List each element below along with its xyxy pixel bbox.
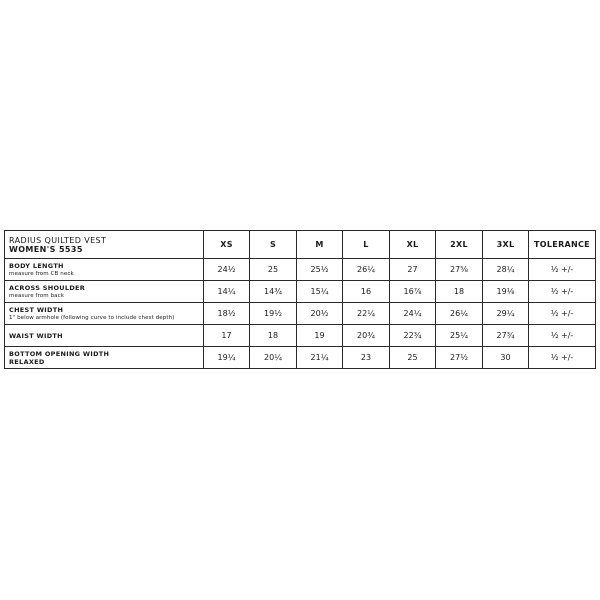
value-cell: 15¼ (297, 281, 343, 303)
tolerance-header: TOLERANCE (529, 231, 596, 259)
measure-note: 1" below armhole (following curve to include chest depth) (9, 314, 175, 321)
chart-title-cell (5, 231, 204, 259)
value-cell: 22¼ (343, 303, 390, 325)
measure-cell (5, 347, 204, 369)
value-cell: 23 (343, 347, 390, 369)
size-chart-table (4, 230, 596, 369)
value-cell: 26¼ (343, 259, 390, 281)
value-cell: 18½ (204, 303, 250, 325)
tolerance-cell: ½ +/- (529, 281, 596, 303)
table-row (5, 325, 596, 347)
measure-note: measure from CB neck (9, 270, 74, 277)
size-header-s: S (250, 231, 297, 259)
value-cell: 14¼ (204, 281, 250, 303)
value-cell: 19 (297, 325, 343, 347)
value-cell: 25 (250, 259, 297, 281)
value-cell: 17 (204, 325, 250, 347)
value-cell: 19½ (250, 303, 297, 325)
value-cell: 29¼ (483, 303, 529, 325)
value-cell: 19⅛ (483, 281, 529, 303)
value-cell: 28¼ (483, 259, 529, 281)
value-cell: 24¼ (390, 303, 436, 325)
value-cell: 25½ (297, 259, 343, 281)
size-header-xs: XS (204, 231, 250, 259)
value-cell: 16 (343, 281, 390, 303)
measure-cell (5, 259, 204, 281)
header-row (5, 231, 596, 259)
value-cell: 26¼ (436, 303, 483, 325)
value-cell: 22¾ (390, 325, 436, 347)
chart-subtitle: WOMEN'S 5535 (9, 244, 83, 254)
table-row (5, 303, 596, 325)
value-cell: 19¼ (204, 347, 250, 369)
size-header-xl: XL (390, 231, 436, 259)
value-cell: 27 (390, 259, 436, 281)
table-row (5, 347, 596, 369)
size-header-m: M (297, 231, 343, 259)
tolerance-cell: ½ +/- (529, 325, 596, 347)
tolerance-cell: ½ +/- (529, 347, 596, 369)
measure-name: CHEST WIDTH (9, 305, 64, 314)
tolerance-cell: ½ +/- (529, 259, 596, 281)
value-cell: 30 (483, 347, 529, 369)
measure-name: ACROSS SHOULDER (9, 283, 86, 292)
measure-cell (5, 325, 204, 347)
value-cell: 24½ (204, 259, 250, 281)
value-cell: 27⅝ (436, 259, 483, 281)
table-row (5, 259, 596, 281)
measure-note: measure from back (9, 292, 65, 299)
value-cell: 14¾ (250, 281, 297, 303)
size-header-3xl: 3XL (483, 231, 529, 259)
value-cell: 27¾ (483, 325, 529, 347)
table-row (5, 281, 596, 303)
value-cell: 25 (390, 347, 436, 369)
size-header-2xl: 2XL (436, 231, 483, 259)
value-cell: 20½ (297, 303, 343, 325)
value-cell: 18 (436, 281, 483, 303)
measure-cell (5, 303, 204, 325)
measure-qualifier: RELAXED (9, 357, 45, 366)
value-cell: 18 (250, 325, 297, 347)
value-cell: 20¾ (343, 325, 390, 347)
value-cell: 16⅞ (390, 281, 436, 303)
size-header-l: L (343, 231, 390, 259)
measure-cell (5, 281, 204, 303)
tolerance-cell: ½ +/- (529, 303, 596, 325)
value-cell: 25¼ (436, 325, 483, 347)
value-cell: 27½ (436, 347, 483, 369)
measure-name: BODY LENGTH (9, 261, 64, 270)
measure-name: WAIST WIDTH (9, 331, 63, 340)
measure-name: BOTTOM OPENING WIDTH (9, 349, 110, 358)
value-cell: 21¼ (297, 347, 343, 369)
value-cell: 20¼ (250, 347, 297, 369)
chart-title: RADIUS QUILTED VEST (9, 235, 107, 245)
